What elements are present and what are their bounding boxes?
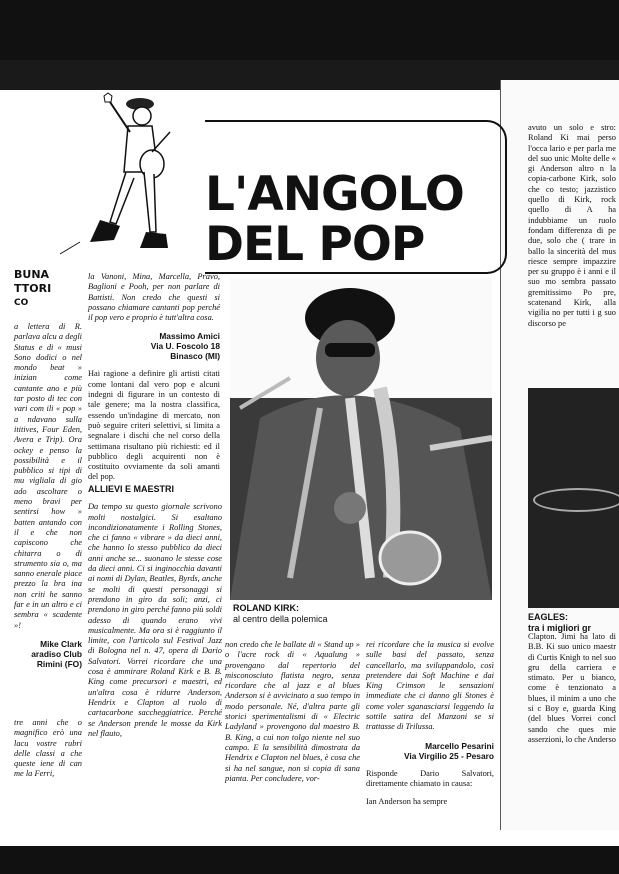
center-signature [366, 741, 494, 761]
photo-caption [233, 603, 383, 625]
center-letter-continued: non credo che le ballate di « Stand up » o l'acre rock di « Aqualung » provengano dal repertorio del misconosciuto flatista negro, senza ricordare che al jazz e al blues Anderson si è avvicinato a suo tempo in modo personale. Né, d'altra parte gli storici sperimentalismi di « Electric Ladyland » provengono dal maestro B. B. King, a cui non tolgo niente nel suo campo. E la sensibilità dimostrata da Hendrix e Clapton nel blues, è cosa che si ha nel sangue, non si copia di sana pianta. Per concludere, vor- [225, 640, 360, 783]
eagles-photo [528, 388, 619, 608]
left-column-text [14, 322, 82, 677]
caption-name: ROLAND KIRK: [233, 603, 299, 613]
left-letter-body: a lettera di R. parlava alcu a degli Status e di « musi Sono dodici o nel mondo beat » inizian come cantante ano e più tar posto di tec con vari com ili « pop » a ndavano sulla ititives, Four Eden, Avera e Trip). Ora ockey e penso la possibilità e il pubblico si tipi di mu vigliala di gio ado ascoltare o meno bravi per sentirsi how » batten antando con il e che non capiscono che chitarra o di strumento sia o, ma sanno enerale piace prezzo la bra ina non criti he sanno far e in un altro e ci sembra « scadente »! [14, 322, 82, 630]
eagles-caption [528, 612, 591, 634]
page-title [205, 167, 464, 272]
cartoon-musician-illustration [40, 92, 180, 262]
right-column-body: avuto un solo e stro: Roland Ki mai perso l'occa lario e per parla me del suo unic Molte delle « gi Anderson altro n la copia-carbone Kirk, solo che co testo; jazzistico quello di Kirk, rock quello di A ha indubbiame un ruolo fondam differenza di pe due, solo che ( trare in ballo la sincerità del mus riesce sempre impazzire per su gruppo è i anni e il suo mo sembra passato gremitissimo Po pre, scatenand Kirk, alla vigilia no per tutti i g suo discorso pe [528, 123, 616, 328]
heading-line-2: TTORI [14, 282, 52, 295]
scan-top-edge [0, 0, 619, 88]
signature-address: Via U. Foscolo 18 [150, 341, 220, 352]
left-letter-body-2: tre anni che o magnifico erò una lacu vostre rubri delle classi a che queste iene di can me la Ferri, [14, 718, 82, 779]
eagles-caption-name: EAGLES: [528, 612, 569, 622]
middle-column-top [88, 272, 220, 491]
right-column-text-2 [528, 632, 616, 753]
editor-reply: Hai ragione a definire gli artisti citati come lontani dal vero pop e alcuni indegni di figurare in un contesto di tale genere; ma la nostra classifica, essendo un'indagine di mercato, non può seguire criteri selettivi, si limita a segnalare i dischi che nel corso della settimana risultano più richiesti: ed il pubblico degli acquirenti non è costituito ovviamente da soli amanti del pop. [88, 369, 220, 482]
middle-signature [88, 331, 220, 361]
right-column-body-2: Clapton. Jimi ha lato di B.B. Ki suo unico maestr di Curtis Knigh to nel suo gru della carriera e stimato. Per u bianco, come è tenzionato a blues, il minim a uno che si c Boy e, guarda King (del blues Vorrei concl sando che ques mie asserzioni, lo che Anderso [528, 632, 616, 744]
middle-column-bottom [88, 478, 222, 747]
reply-intro: Risponde Dario Salvatori, direttamente chiamato in causa: [366, 768, 494, 788]
section-letter-body: Da tempo su questo giornale scrivono molti nostalgici. Si esaltano incondizionatamente i Rolling Stones, che ci fanno « vibrare » da dieci anni, che hanno lo stesso pubblico da dieci anni anche se... suonano le stesse cose da dieci anni. Ci si inginocchia davanti ai nomi di Dylan, Beatles, Byrds, anche se molti di questi personaggi si prendono in giro da soli; anzi, ci prendono in giro perché fanno più soldi adesso di quando erano vivi musicalmente. Ma ora si è raggiunto il limite, con l'articolo sul Festival Jazz di Bologna nel n. 47, opera di Dario Salvatori. Vorrei ricordare che una cosa è ammirare Roland Kirk e B. B. King come precursori e maestri, ed un'altra cosa è ridurre Anderson, Hendrix e Clapton al ruolo di cartacarbone saccheggiatrice. Perché se Anderson prende le mosse da Kirk nel flauto, [88, 502, 222, 738]
heading-line-1: BUNA [14, 268, 50, 281]
center-letter-end: rei ricordare che la musica si evolve sulle basi del passato, senza cancellarlo, ma sviluppandolo, così pretendere dai Soft Machine e dai King Crimson le sensazioni immediate che ci danno gli Stones è come voler sganasciarsi leggendo la sottile satira del Manzoni se si trattasse di Trilussa. [366, 640, 494, 732]
cymbal-shape [533, 488, 619, 512]
left-column-heading [14, 268, 51, 310]
signature-address: Via Virgilio 25 - Pesaro [404, 750, 494, 761]
center-column-2 [225, 640, 360, 792]
center-column-3 [366, 640, 494, 816]
heading-line-3: CO [14, 298, 29, 308]
title-line-1: L'ANGOLO [205, 167, 464, 222]
title-line-2: DEL POP [205, 217, 425, 272]
signature-city: Binasco (MI) [170, 351, 220, 362]
left-signature-name: Mike Clark [40, 638, 82, 649]
section-heading: ALLIEVI E MAESTRI [88, 484, 175, 494]
middle-letter-end: la Vanoni, Mina, Marcella, Pravo, Baglioni e Pooh, per non parlare di Battisti. Non credo che questi si possano chiamare cantanti pop perché il pop vero e proprio è tutt'altra cosa. [88, 272, 220, 323]
signature-name: Marcello Pesarini [425, 740, 494, 751]
left-signature-place: aradiso Club Rimini (FO) [31, 648, 82, 669]
right-column-text [528, 123, 616, 337]
reply-continued: Ian Anderson ha sempre [366, 797, 448, 807]
scan-bottom-edge [0, 846, 619, 874]
caption-subtitle: al centro della polemica [233, 614, 328, 624]
eagles-caption-sub: tra i migliori gr [528, 623, 592, 633]
roland-kirk-photo [230, 278, 492, 600]
left-column-text-2 [14, 718, 82, 788]
signature-name: Massimo Amici [159, 331, 220, 342]
